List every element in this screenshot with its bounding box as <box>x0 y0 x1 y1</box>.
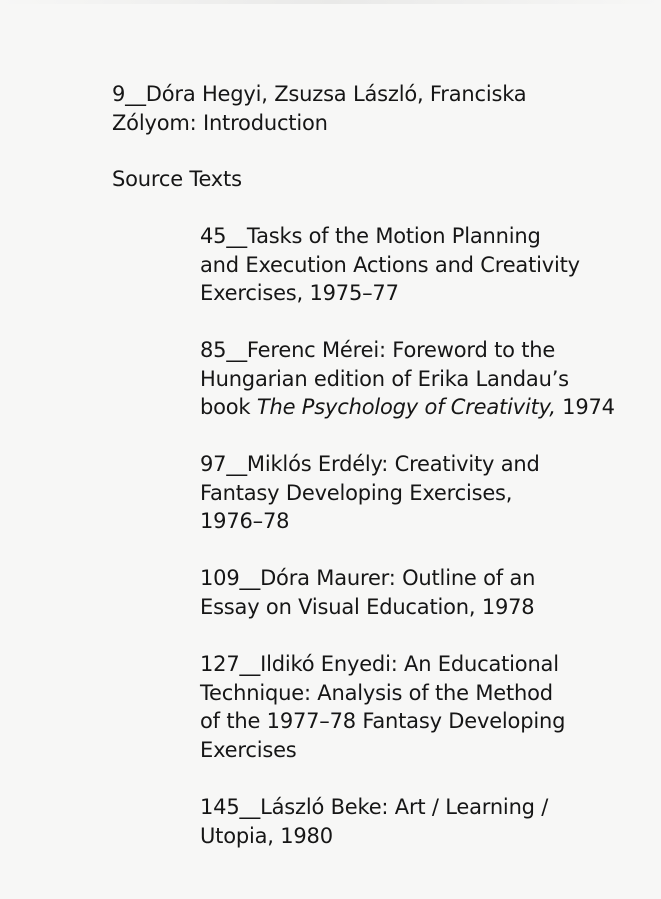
toc-line: and Execution Actions and Creativity <box>200 252 580 277</box>
toc-entry-45 <box>200 222 580 308</box>
toc-line <box>200 393 615 422</box>
toc-line: 1976–78 <box>200 509 290 533</box>
toc-line: of the 1977–78 Fantasy Developing <box>200 709 566 733</box>
toc-line: Essay on Visual Education, 1978 <box>200 594 535 619</box>
toc-line-prefix: book <box>200 395 257 419</box>
toc-line: Exercises <box>200 737 297 762</box>
toc-entry-introduction <box>112 80 526 137</box>
toc-line: Utopia, 1980 <box>200 823 333 848</box>
toc-line: 97__Miklós Erdély: Creativity and <box>200 452 540 476</box>
toc-entry-97 <box>200 450 540 536</box>
toc-line: 45__Tasks of the Motion Planning <box>200 224 541 248</box>
toc-line: 85__Ferenc Mérei: Foreword to the <box>200 338 556 362</box>
toc-line: Hungarian edition of Erika Landau’s <box>200 366 569 391</box>
toc-line: 127__Ildikó Enyedi: An Educational <box>200 652 559 676</box>
toc-line: 145__László Beke: Art / Learning / <box>200 795 549 819</box>
toc-entry-127 <box>200 650 565 764</box>
section-heading: Source Texts <box>112 167 242 191</box>
book-title: The Psychology of Creativity, <box>256 395 556 419</box>
toc-entry-145 <box>200 793 548 850</box>
toc-entry-109 <box>200 564 535 621</box>
toc-line: Zólyom: Introduction <box>112 110 328 135</box>
toc-line: 109__Dóra Maurer: Outline of an <box>200 566 536 590</box>
toc-line: 9__Dóra Hegyi, Zsuzsa László, Franciska <box>112 82 527 106</box>
toc-line: Fantasy Developing Exercises, <box>200 480 513 505</box>
toc-line: Exercises, 1975–77 <box>200 281 399 305</box>
toc-line-suffix: 1974 <box>555 395 615 419</box>
toc-line: Technique: Analysis of the Method <box>200 680 553 705</box>
toc-entry-85 <box>200 336 615 422</box>
